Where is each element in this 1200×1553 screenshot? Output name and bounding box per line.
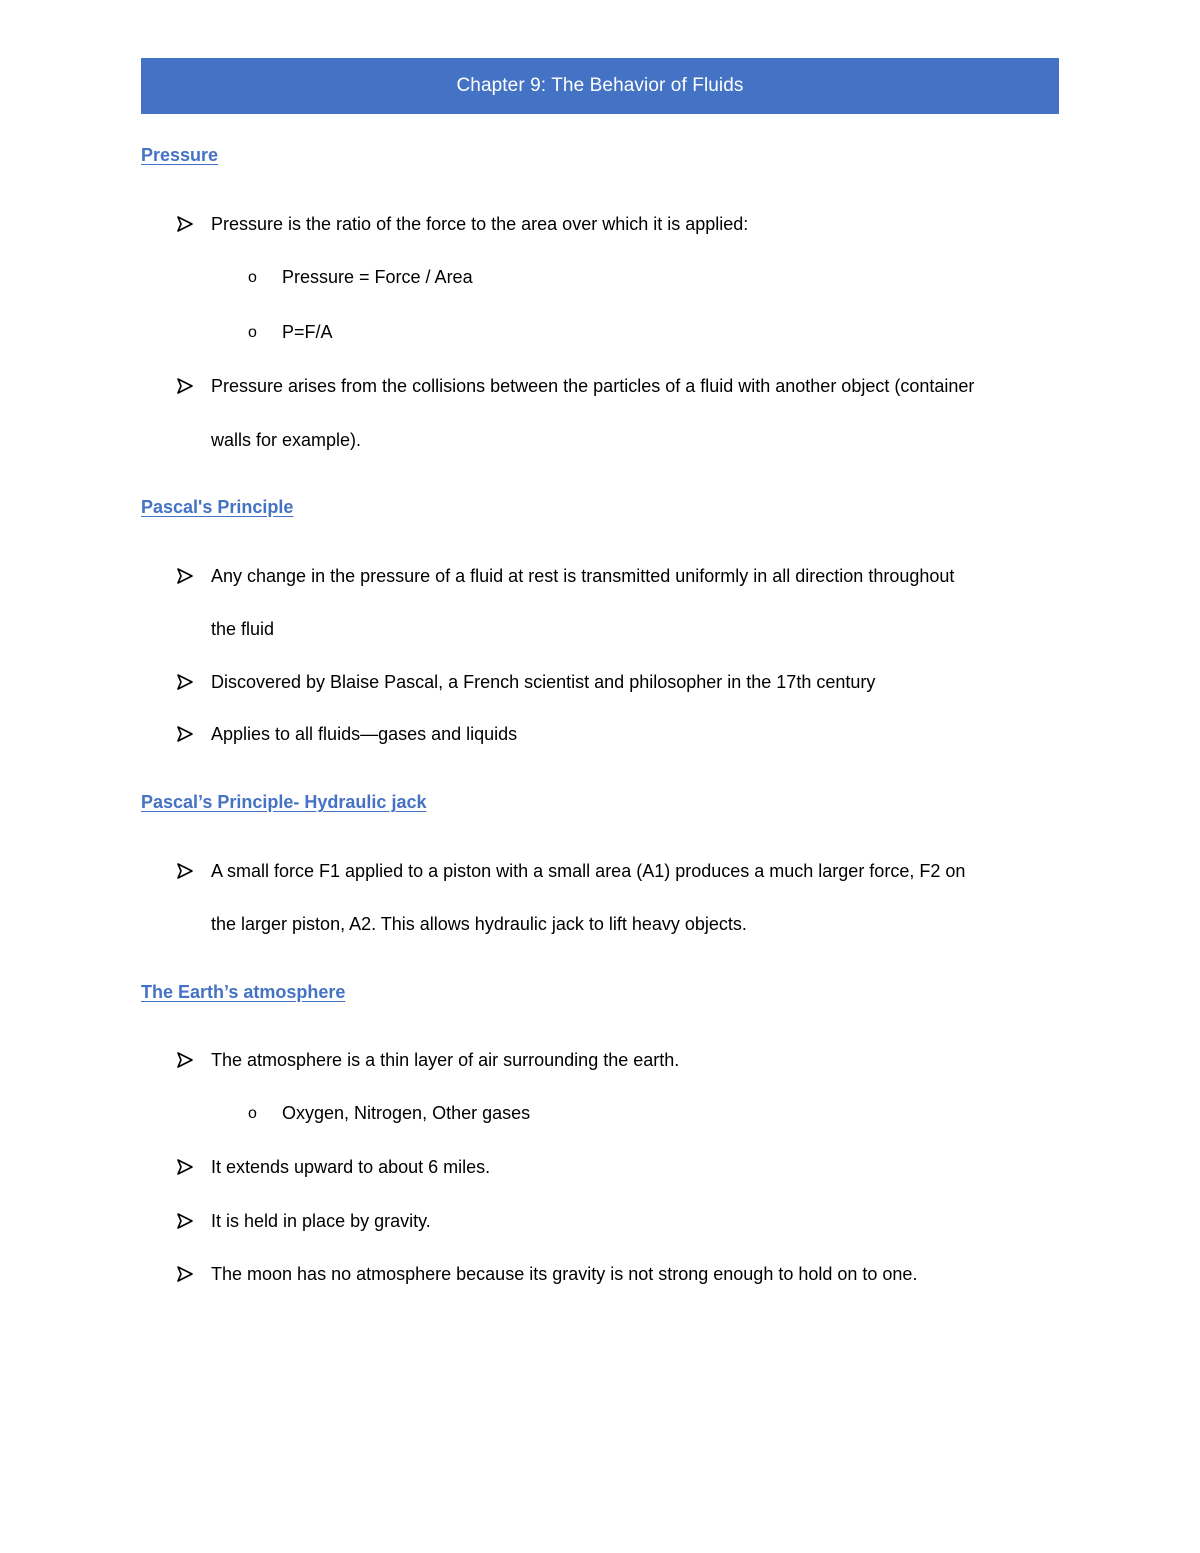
bullet-text-continuation: walls for example).: [211, 430, 362, 450]
bullet-text: The moon has no atmosphere because its gravity is not strong enough to hold on to one.: [211, 1264, 918, 1284]
bullet-text-continuation: the fluid: [211, 619, 275, 639]
bullet-text-continuation: the larger piston, A2. This allows hydraulic jack to lift heavy objects.: [211, 914, 747, 934]
arrowhead-bullet-icon: [176, 375, 194, 397]
circle-bullet-icon: o: [248, 269, 257, 286]
bullet-text: It extends upward to about 6 miles.: [211, 1157, 491, 1177]
arrowhead-bullet-icon: [176, 723, 194, 745]
section-heading-pascals-principle: Pascal's Principle: [141, 497, 294, 517]
bullet-text: Pressure is the ratio of the force to the area over which it is applied:: [211, 214, 749, 234]
title-banner: [141, 58, 1059, 114]
arrowhead-bullet-icon: [176, 671, 194, 693]
arrowhead-bullet-icon: [176, 1210, 194, 1232]
bullet-text: It is held in place by gravity.: [211, 1211, 431, 1231]
sub-bullet-text: Oxygen, Nitrogen, Other gases: [282, 1103, 531, 1123]
arrowhead-bullet-icon: [176, 860, 194, 882]
circle-bullet-icon: o: [248, 1105, 257, 1122]
bullet-text: A small force F1 applied to a piston with a small area (A1) produces a much larger force, F2 on: [211, 861, 966, 881]
section-heading-pressure: Pressure: [141, 145, 219, 165]
arrowhead-bullet-icon: [176, 565, 194, 587]
page-title: Chapter 9: The Behavior of Fluids: [456, 75, 744, 96]
arrowhead-bullet-icon: [176, 213, 194, 235]
bullet-text: Any change in the pressure of a fluid at rest is transmitted uniformly in all direction throughout: [211, 566, 955, 586]
section-heading-hydraulic-jack: Pascal’s Principle- Hydraulic jack: [141, 792, 427, 812]
bullet-text: Applies to all fluids—gases and liquids: [211, 724, 518, 744]
circle-bullet-icon: o: [248, 324, 257, 341]
sub-bullet-text: Pressure = Force / Area: [282, 267, 473, 287]
bullet-text: Pressure arises from the collisions between the particles of a fluid with another object (container: [211, 376, 975, 396]
section-heading-earths-atmosphere: The Earth’s atmosphere: [141, 982, 346, 1002]
arrowhead-bullet-icon: [176, 1156, 194, 1178]
arrowhead-bullet-icon: [176, 1263, 194, 1285]
sub-bullet-text: P=F/A: [282, 322, 333, 342]
arrowhead-bullet-icon: [176, 1049, 194, 1071]
bullet-text: Discovered by Blaise Pascal, a French scientist and philosopher in the 17th century: [211, 672, 876, 692]
bullet-text: The atmosphere is a thin layer of air surrounding the earth.: [211, 1050, 680, 1070]
